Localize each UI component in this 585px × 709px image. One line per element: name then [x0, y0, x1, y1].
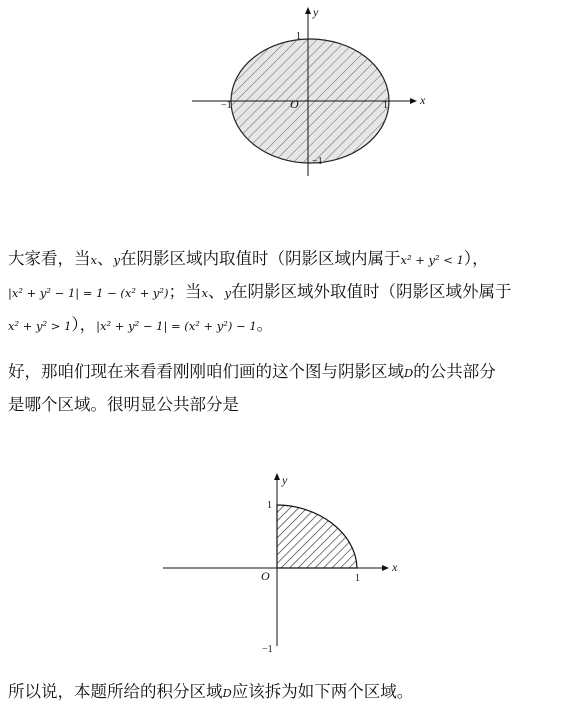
paragraph-common-region	[8, 356, 580, 421]
paragraph-cases	[8, 243, 580, 342]
paragraph-conclusion	[8, 676, 580, 709]
math-eq-inside: |x² + y² − 1| = 1 − (x² + y²)	[8, 286, 169, 300]
text-segment: ），	[71, 315, 97, 334]
text-segment: 所以说，本题所给的积分区域	[8, 682, 223, 701]
origin-label: O	[290, 97, 299, 111]
y-tick-1: 1	[267, 500, 272, 511]
text-segment: 、	[208, 282, 225, 301]
y-axis-label: y	[313, 5, 319, 19]
text-segment: 好，那咱们现在来看看刚刚咱们画的这个图与阴影区域	[8, 362, 404, 381]
text-segment: 大家看，当	[8, 249, 91, 268]
text-segment: 在阴影区域内取值时（阴影区域内属于	[120, 249, 401, 268]
text-segment: 。	[256, 315, 274, 334]
text-segment: 、	[97, 249, 114, 268]
x-tick-1: 1	[355, 573, 360, 584]
x-axis-label: x	[392, 560, 398, 574]
math-var-y: y	[113, 253, 120, 267]
text-segment: 的公共部分	[413, 362, 496, 381]
math-cond-inside: x² + y² < 1	[400, 253, 464, 267]
x-tick-neg-1: −1	[221, 100, 232, 111]
x-tick-1: 1	[383, 100, 388, 111]
text-segment: 在阴影区域外取值时（阴影区域外属于	[231, 282, 512, 301]
text-segment: ），	[463, 249, 489, 268]
math-eq-outside: |x² + y² − 1| = (x² + y²) − 1	[96, 319, 257, 333]
y-axis-label: y	[282, 473, 288, 487]
paragraph-line-2	[8, 389, 580, 421]
y-tick-1: 1	[296, 31, 301, 42]
math-var-x: x	[201, 286, 208, 300]
y-tick-neg-1: −1	[312, 156, 323, 167]
paragraph-line-1	[8, 356, 580, 389]
math-var-x: x	[90, 253, 97, 267]
text-segment: 是哪个区域。很明显公共部分是	[8, 395, 239, 414]
figure-quarter-disc	[0, 470, 585, 660]
x-axis-label: x	[420, 93, 426, 107]
text-segment: 应该拆为如下两个区域。	[231, 682, 414, 701]
shaded-quarter-disc	[277, 505, 357, 568]
math-var-D: D	[222, 686, 232, 700]
y-tick-neg-1: −1	[262, 644, 273, 655]
figure-unit-disc	[0, 0, 585, 185]
text-segment: ；当	[168, 282, 202, 301]
paragraph-line-2	[8, 276, 580, 309]
paragraph-line-1	[8, 243, 580, 276]
paragraph-line-3	[8, 309, 580, 342]
math-var-D: D	[404, 366, 414, 380]
math-cond-outside: x² + y² > 1	[8, 319, 72, 333]
origin-label: O	[261, 569, 270, 583]
math-var-y: y	[224, 286, 231, 300]
